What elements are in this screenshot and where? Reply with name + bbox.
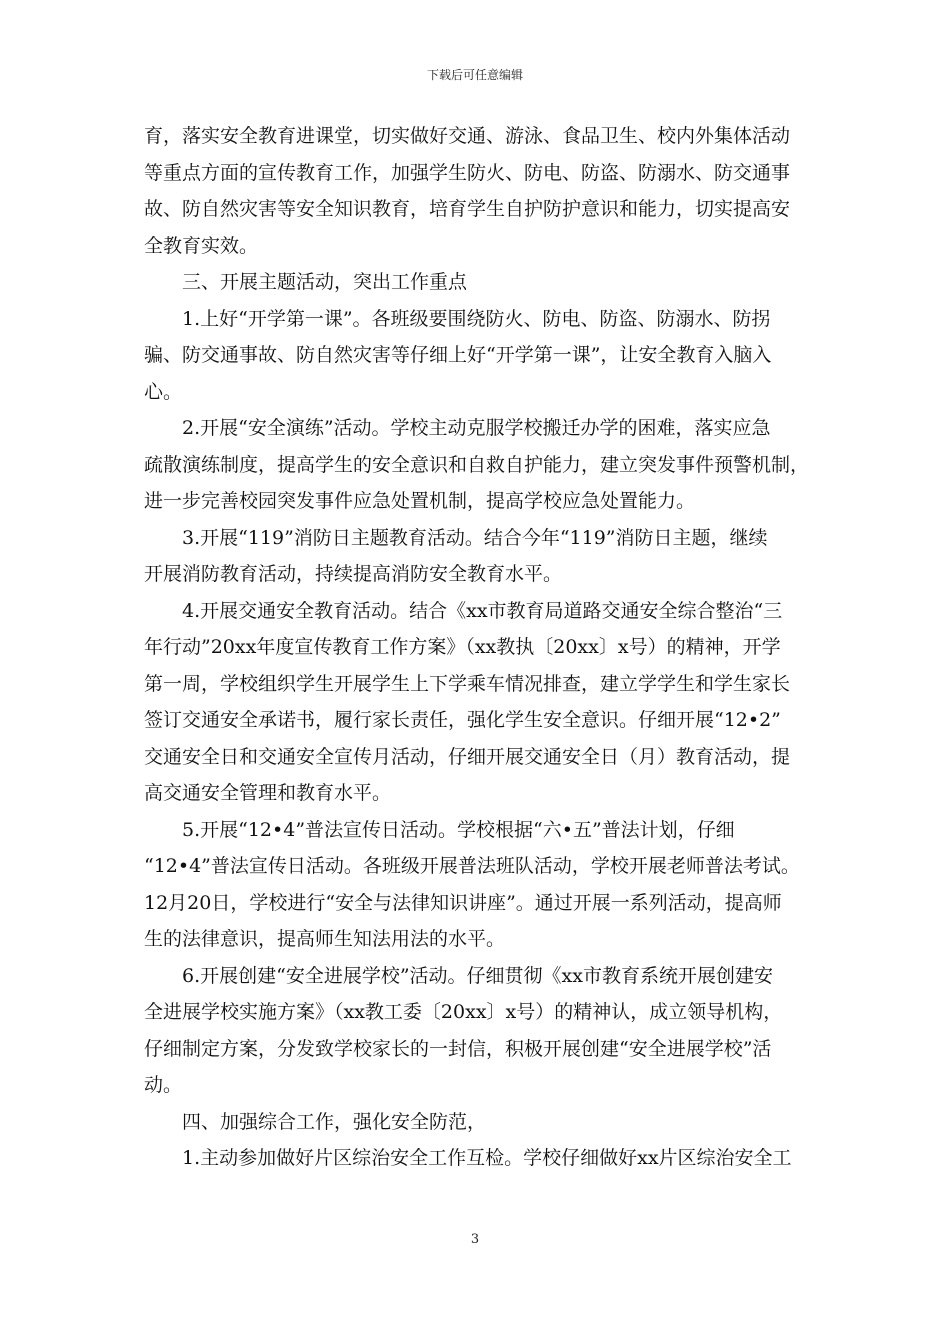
text-line: 故、防自然灾害等安全知识教育，培育学生自护防护意识和能力，切实提高安 (144, 198, 791, 220)
page-number: 3 (470, 1232, 480, 1247)
text-line: 开展消防教育活动，持续提高消防安全教育水平。 (144, 563, 563, 585)
text-line: 仔细制定方案，分发致学校家长的一封信，积极开展创建“安全进展学校”活 (144, 1037, 772, 1060)
text-line: 交通安全日和交通安全宣传月活动，仔细开展交通安全日（月）教育活动，提 (144, 745, 791, 768)
text-line: 6.开展创建“安全进展学校”活动。仔细贯彻《xx市教育系统开展创建安 (182, 964, 773, 987)
text-line: 年行动”20xx年度宣传教育工作方案》（xx教执〔20xx〕x号）的精神，开学 (144, 636, 781, 658)
text-line: 高交通安全管理和教育水平。 (144, 782, 392, 804)
text-line: 进一步完善校园突发事件应急处置机制，提高学校应急处置能力。 (144, 490, 696, 512)
text-line: 5.开展“12•4”普法宣传日活动。学校根据“六•五”普法计划，仔细 (182, 818, 735, 841)
text-line: 骗、防交通事故、防自然灾害等仔细上好“开学第一课”，让安全教育入脑入 (144, 344, 772, 366)
section-heading: 四、加强综合工作，强化安全防范， (182, 1110, 487, 1133)
text-line: 2.开展“安全演练”活动。学校主动克服学校搬迁办学的困难，落实应急 (182, 417, 771, 439)
text-line: 生的法律意识，提高师生知法用法的水平。 (144, 928, 506, 950)
section-heading: 三、开展主题活动，突出工作重点 (182, 271, 468, 293)
text-line: 育，落实安全教育进课堂，切实做好交通、游泳、食品卫生、校内外集体活动 (144, 125, 791, 147)
text-line: 疏散演练制度，提高学生的安全意识和自救自护能力，建立突发事件预警机制， (144, 453, 810, 476)
text-line: 12月20日，学校进行“安全与法律知识讲座”。通过开展一系列活动，提高师 (144, 891, 782, 914)
text-line: 4.开展交通安全教育活动。结合《xx市教育局道路交通安全综合整治“三 (182, 599, 783, 622)
text-line: 全进展学校实施方案》（xx教工委〔20xx〕x号）的精神认，成立领导机构， (144, 1001, 783, 1023)
text-line: 动。 (144, 1074, 183, 1096)
text-line: “12•4”普法宣传日活动。各班级开展普法班队活动，学校开展老师普法考试。 (144, 855, 800, 877)
text-line: 1.上好“开学第一课”。各班级要围绕防火、防电、防盗、防溺水、防拐 (182, 307, 771, 330)
text-line: 签订交通安全承诺书，履行家长责任，强化学生安全意识。仔细开展“12•2” (144, 709, 781, 731)
text-line: 3.开展“119”消防日主题教育活动。结合今年“119”消防日主题，继续 (182, 526, 768, 549)
text-line: 等重点方面的宣传教育工作，加强学生防火、防电、防盗、防溺水、防交通事 (144, 161, 791, 184)
text-line: 第一周，学校组织学生开展学生上下学乘车情况排查，建立学学生和学生家长 (144, 672, 791, 695)
document-body (144, 118, 816, 1177)
page-header: 下载后可任意编辑 (426, 68, 523, 82)
text-line: 1.主动参加做好片区综治安全工作互检。学校仔细做好xx片区综治安全工 (182, 1147, 792, 1169)
text-line: 心。 (144, 380, 183, 403)
text-line: 全教育实效。 (144, 234, 259, 257)
